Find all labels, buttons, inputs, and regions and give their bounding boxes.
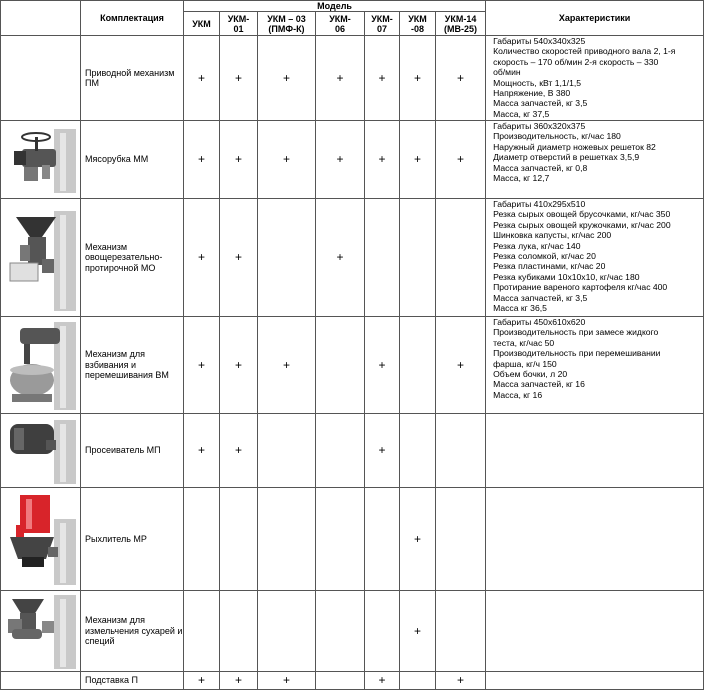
model-availability-cell: + bbox=[220, 414, 258, 488]
spec-line: Напряжение, В 380 bbox=[493, 88, 571, 99]
model-availability-cell: + bbox=[184, 414, 220, 488]
specifications bbox=[486, 414, 704, 488]
spec-line: Резка кубиками 10х10х10, кг/час 180 bbox=[493, 271, 640, 282]
model-availability-cell bbox=[184, 591, 220, 672]
model-availability-cell: + bbox=[258, 121, 316, 199]
header-model-ukm-07: УКМ- 07 bbox=[365, 12, 400, 36]
table-row-rykhlitel bbox=[1, 488, 704, 591]
spec-line: Шинковка капусты, кг/час 200 bbox=[493, 230, 612, 241]
spec-line: Производительность, кг/час 180 bbox=[493, 131, 621, 142]
specifications bbox=[486, 317, 704, 414]
mixer-icon bbox=[1, 318, 80, 413]
spec-line: Масса, кг 37,5 bbox=[493, 108, 550, 119]
model-availability-cell bbox=[184, 488, 220, 591]
header-model-ukm: УКМ bbox=[184, 12, 220, 36]
spec-line: Масса запчастей, кг 16 bbox=[493, 379, 585, 390]
model-availability-cell: + bbox=[365, 317, 400, 414]
model-availability-cell: + bbox=[316, 121, 365, 199]
sifter-icon bbox=[1, 416, 80, 486]
product-name: Механизм для измельчения сухарей и специй bbox=[81, 591, 184, 672]
product-image-cell bbox=[1, 121, 81, 199]
model-availability-cell: + bbox=[436, 672, 486, 690]
specifications bbox=[486, 672, 704, 690]
spec-line: Масса запчастей, кг 3,5 bbox=[493, 98, 588, 109]
specifications bbox=[486, 121, 704, 199]
spec-line: Масса запчастей, кг 3,5 bbox=[493, 292, 588, 303]
spec-line: Резка соломкой, кг/час 20 bbox=[493, 251, 596, 262]
model-availability-cell: + bbox=[220, 36, 258, 121]
model-availability-cell: + bbox=[184, 199, 220, 317]
header-model-ukm-06: УКМ- 06 bbox=[316, 12, 365, 36]
model-availability-cell bbox=[316, 672, 365, 690]
product-name: Просеиватель МП bbox=[81, 414, 184, 488]
model-availability-cell: + bbox=[220, 672, 258, 690]
product-image-cell bbox=[1, 488, 81, 591]
model-availability-cell bbox=[258, 488, 316, 591]
product-name: Мясорубка ММ bbox=[81, 121, 184, 199]
spec-line: Масса, кг 12,7 bbox=[493, 173, 550, 184]
table-row-podstavka bbox=[1, 672, 704, 690]
header-model: Модель bbox=[184, 1, 486, 12]
spec-line: теста, кг/час 50 bbox=[493, 337, 555, 348]
model-availability-cell: + bbox=[365, 672, 400, 690]
specifications bbox=[486, 199, 704, 317]
model-availability-cell bbox=[258, 199, 316, 317]
model-availability-cell bbox=[436, 488, 486, 591]
product-name: Приводной механизм ПМ bbox=[81, 36, 184, 121]
model-availability-cell: + bbox=[220, 121, 258, 199]
table-row-ovoshcherezka bbox=[1, 199, 704, 317]
spec-line: Габариты 450х610х620 bbox=[493, 317, 586, 327]
model-availability-cell bbox=[316, 488, 365, 591]
model-availability-cell bbox=[436, 414, 486, 488]
model-availability-cell: + bbox=[184, 672, 220, 690]
meat-grinder-icon bbox=[1, 125, 80, 195]
spec-line: скорость – 170 об/мин 2-я скорость – 330 bbox=[493, 56, 659, 67]
tenderizer-icon bbox=[1, 489, 80, 589]
spec-line: Габариты 410х295х510 bbox=[493, 199, 586, 209]
header-model-ukm-08: УКМ -08 bbox=[400, 12, 436, 36]
model-availability-cell bbox=[258, 414, 316, 488]
model-availability-cell: + bbox=[400, 36, 436, 121]
spec-line: Резка сырых овощей кружочками, кг/час 200 bbox=[493, 219, 671, 230]
table-row-proseivatel bbox=[1, 414, 704, 488]
spec-line: Производительность при перемешивании bbox=[493, 348, 661, 359]
model-availability-cell bbox=[258, 591, 316, 672]
product-image-cell bbox=[1, 36, 81, 121]
model-availability-cell bbox=[316, 317, 365, 414]
header-model-ukm-01: УКМ- 01 bbox=[220, 12, 258, 36]
model-availability-cell bbox=[316, 414, 365, 488]
header-model-ukm-03: УКМ – 03 (ПМФ-К) bbox=[258, 12, 316, 36]
product-name: Рыхлитель МР bbox=[81, 488, 184, 591]
model-availability-cell: + bbox=[365, 36, 400, 121]
header-harakteristiki: Характеристики bbox=[486, 1, 704, 36]
model-availability-cell: + bbox=[220, 199, 258, 317]
product-image-cell bbox=[1, 672, 81, 690]
model-availability-cell: + bbox=[400, 488, 436, 591]
table-row-izmelchitel bbox=[1, 591, 704, 672]
spec-line: об/мин bbox=[493, 67, 521, 78]
product-image-cell bbox=[1, 199, 81, 317]
spec-line: Резка пластинами, кг/час 20 bbox=[493, 261, 606, 272]
model-availability-cell: + bbox=[316, 199, 365, 317]
table-row-privodnoy-mekhanizm bbox=[1, 36, 704, 121]
model-availability-cell: + bbox=[258, 36, 316, 121]
product-name: Подставка П bbox=[81, 672, 184, 690]
product-image-cell bbox=[1, 591, 81, 672]
model-availability-cell: + bbox=[436, 121, 486, 199]
product-name: Механизм для взбивания и перемешивания ВМ bbox=[81, 317, 184, 414]
empty-header bbox=[1, 1, 81, 36]
model-availability-cell: + bbox=[436, 317, 486, 414]
model-availability-cell bbox=[365, 591, 400, 672]
model-availability-cell bbox=[220, 591, 258, 672]
spec-line: Диаметр отверстий в решетках 3,5,9 bbox=[493, 152, 640, 163]
model-availability-cell bbox=[220, 488, 258, 591]
model-availability-cell: + bbox=[436, 36, 486, 121]
model-availability-cell bbox=[365, 199, 400, 317]
spec-line: Габариты 540х340х325 bbox=[493, 36, 586, 46]
spec-line: Протирание вареного картофеля кг/час 400 bbox=[493, 282, 668, 293]
spec-line: фарша, кг/ч 150 bbox=[493, 358, 557, 369]
model-availability-cell bbox=[316, 591, 365, 672]
model-availability-cell bbox=[400, 199, 436, 317]
model-availability-cell: + bbox=[184, 121, 220, 199]
model-availability-cell bbox=[365, 488, 400, 591]
spec-line: Объем бочки, л 20 bbox=[493, 369, 568, 380]
specifications bbox=[486, 488, 704, 591]
model-availability-cell: + bbox=[184, 317, 220, 414]
product-name: Механизм овощерезательно-протирочной МО bbox=[81, 199, 184, 317]
spec-line: Резка сырых овощей брусочками, кг/час 350 bbox=[493, 209, 671, 220]
model-availability-cell: + bbox=[400, 121, 436, 199]
crumb-grinder-icon bbox=[1, 591, 80, 671]
spec-line: Масса, кг 16 bbox=[493, 389, 543, 400]
header-model-ukm-14: УКМ-14 (МВ-25) bbox=[436, 12, 486, 36]
model-availability-cell bbox=[436, 199, 486, 317]
model-availability-cell: + bbox=[400, 591, 436, 672]
model-availability-cell bbox=[400, 414, 436, 488]
spec-line: Резка лука, кг/час 140 bbox=[493, 240, 581, 251]
vegetable-cutter-icon bbox=[1, 203, 80, 313]
model-availability-cell bbox=[436, 591, 486, 672]
model-availability-cell: + bbox=[365, 121, 400, 199]
model-availability-cell: + bbox=[316, 36, 365, 121]
header-komplektaciya: Комплектация bbox=[81, 1, 184, 36]
model-availability-cell: + bbox=[220, 317, 258, 414]
product-image-cell bbox=[1, 317, 81, 414]
model-availability-cell bbox=[400, 672, 436, 690]
spec-line: Масса запчастей, кг 0,8 bbox=[493, 162, 588, 173]
spec-line: Габариты 360х320х375 bbox=[493, 121, 586, 131]
specifications bbox=[486, 591, 704, 672]
specifications bbox=[486, 36, 704, 121]
model-availability-cell: + bbox=[184, 36, 220, 121]
table-row-myasorubka bbox=[1, 121, 704, 199]
product-image-cell bbox=[1, 414, 81, 488]
spec-line: Производительность при замесе жидкого bbox=[493, 327, 659, 338]
spec-line: Количество скоростей приводного вала 2, 1-я bbox=[493, 46, 676, 57]
model-availability-cell bbox=[400, 317, 436, 414]
model-availability-cell: + bbox=[258, 672, 316, 690]
model-availability-cell: + bbox=[365, 414, 400, 488]
spec-line: Масса кг 36,5 bbox=[493, 303, 547, 314]
spec-line: Наружный диаметр ножевых решеток 82 bbox=[493, 141, 656, 152]
model-availability-cell: + bbox=[258, 317, 316, 414]
spec-line: Мощность, кВт 1,1/1,5 bbox=[493, 77, 582, 88]
table-row-mikser bbox=[1, 317, 704, 414]
